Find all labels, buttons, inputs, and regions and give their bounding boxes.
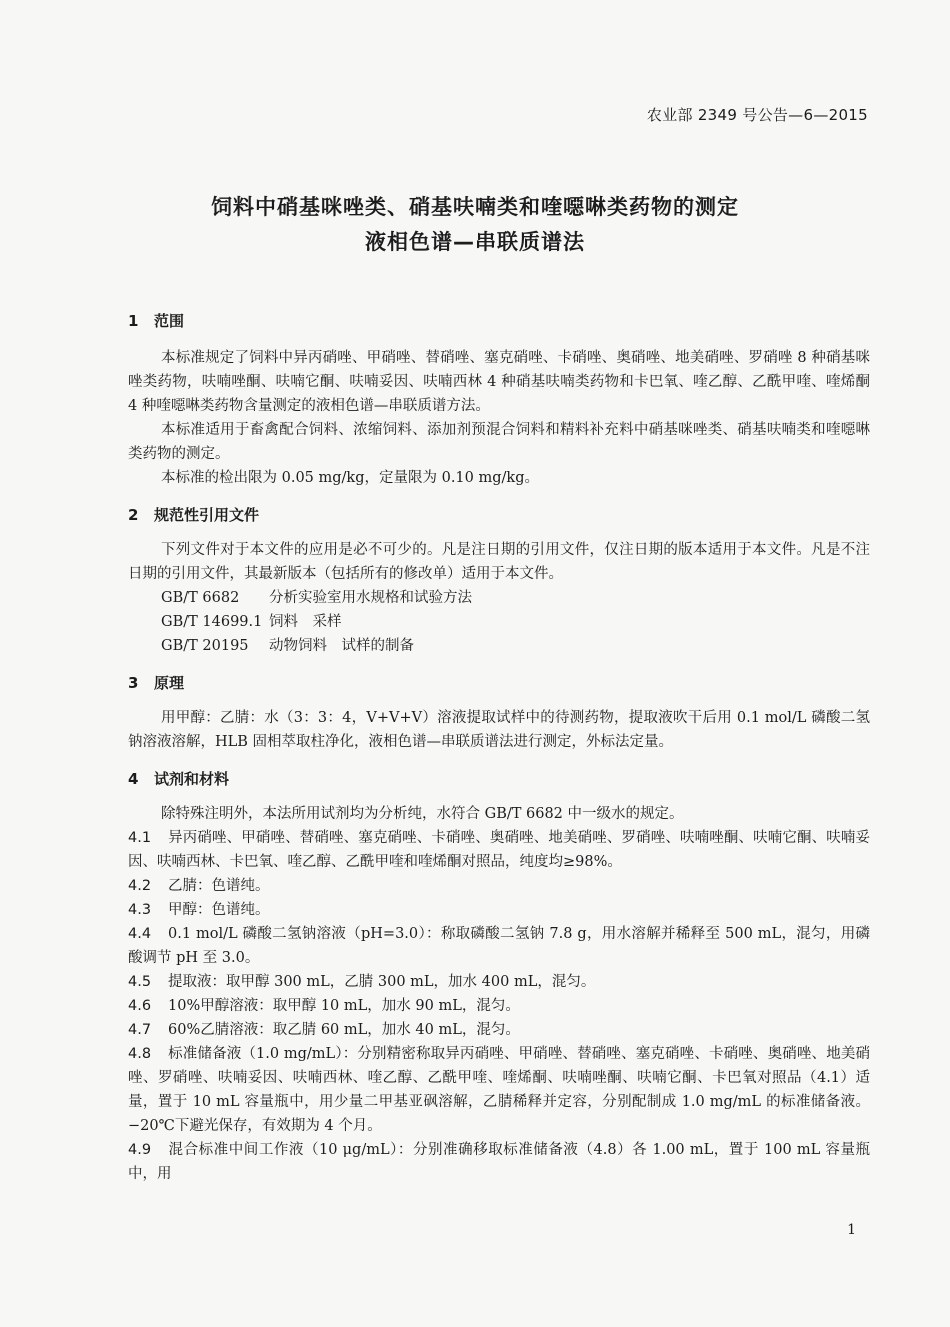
- item-number: 4.1: [128, 830, 152, 846]
- reference-item: [128, 634, 870, 658]
- reference-code: GB/T 6682: [161, 590, 240, 606]
- reference-title: 分析实验室用水规格和试验方法: [269, 590, 472, 606]
- reference-code: GB/T 20195: [161, 638, 249, 654]
- section-number: 2: [128, 506, 139, 524]
- paragraph: 除特殊注明外，本法所用试剂均为分析纯，水符合 GB/T 6682 中一级水的规定。: [161, 806, 684, 822]
- reagent-item: [128, 1018, 870, 1042]
- reference-item: [128, 586, 870, 610]
- document-title-line2: 液相色谱—串联质谱法: [365, 230, 585, 254]
- item-text: 甲醇：色谱纯。: [168, 902, 270, 918]
- reference-title: 饲料 采样: [269, 614, 342, 630]
- reagent-item: [128, 1138, 870, 1186]
- reagent-item: [128, 994, 870, 1018]
- section-heading-scope: [128, 310, 870, 332]
- item-text: 乙腈：色谱纯。: [168, 878, 270, 894]
- reference-item: [128, 610, 870, 634]
- document-id: 农业部 2349 号公告—6—2015: [646, 106, 868, 124]
- paragraph: 用甲醇：乙腈：水（3：3：4，V+V+V）溶液提取试样中的待测药物，提取液吹干后用 0.1 mol/L 磷酸二氢钠溶液溶解，HLB 固相萃取柱净化，液相色谱—串联质谱法进行测定，外标法定量。: [128, 710, 870, 750]
- item-number: 4.2: [128, 878, 152, 894]
- section-title: 原理: [154, 674, 185, 692]
- reference-title: 动物饲料 试样的制备: [269, 638, 414, 654]
- section-title: 范围: [154, 312, 185, 330]
- item-number: 4.5: [128, 974, 152, 990]
- item-text: 0.1 mol/L 磷酸二氢钠溶液（pH=3.0）：称取磷酸二氢钠 7.8 g，用水溶解并稀释至 500 mL，混匀，用磷酸调节 pH 至 3.0。: [128, 926, 870, 966]
- section-title: 规范性引用文件: [154, 506, 260, 524]
- reagent-item: [128, 922, 870, 970]
- item-number: 4.3: [128, 902, 152, 918]
- item-number: 4.7: [128, 1022, 152, 1038]
- paragraph: 本标准适用于畜禽配合饲料、浓缩饲料、添加剂预混合饲料和精料补充料中硝基咪唑类、硝基呋喃类和喹噁啉类药物的测定。: [128, 422, 870, 462]
- reference-code: GB/T 14699.1: [161, 614, 263, 630]
- reagent-item: [128, 898, 870, 922]
- item-text: 混合标准中间工作液（10 μg/mL）：分别准确移取标准储备液（4.8）各 1.00 mL，置于 100 mL 容量瓶中，用: [128, 1142, 870, 1182]
- page-number: 1: [847, 1222, 856, 1238]
- section-number: 4: [128, 770, 139, 788]
- item-number: 4.6: [128, 998, 152, 1014]
- item-text: 标准储备液（1.0 mg/mL）：分别精密称取异丙硝唑、甲硝唑、替硝唑、塞克硝唑、卡硝唑、奥硝唑、地美硝唑、罗硝唑、呋喃妥因、呋喃西林、喹乙醇、乙酰甲喹、喹烯酮、呋喃唑酮、呋喃它酮、卡巴氧对照品（4.1）适量，置于 10 mL 容量瓶中，用少量二甲基亚砜溶解，乙腈稀释并定容，分别配制成 1.0 mg/mL 的标准储备液。−20℃下避光保存，有效期为 4 个月。: [128, 1046, 870, 1134]
- reagent-item: [128, 970, 870, 994]
- section-number: 3: [128, 674, 139, 692]
- section-heading-principle: [128, 672, 870, 694]
- section-heading-reagents: [128, 768, 870, 790]
- document-body: [128, 310, 870, 1186]
- item-number: 4.4: [128, 926, 152, 942]
- section-title: 试剂和材料: [154, 770, 230, 788]
- item-text: 10%甲醇溶液：取甲醇 10 mL，加水 90 mL，混匀。: [168, 998, 520, 1014]
- paragraph: 下列文件对于本文件的应用是必不可少的。凡是注日期的引用文件，仅注日期的版本适用于本文件。凡是不注日期的引用文件，其最新版本（包括所有的修改单）适用于本文件。: [128, 542, 870, 582]
- item-text: 提取液：取甲醇 300 mL，乙腈 300 mL，加水 400 mL，混匀。: [168, 974, 596, 990]
- item-text: 异丙硝唑、甲硝唑、替硝唑、塞克硝唑、卡硝唑、奥硝唑、地美硝唑、罗硝唑、呋喃唑酮、呋喃它酮、呋喃妥因、呋喃西林、卡巴氧、喹乙醇、乙酰甲喹和喹烯酮对照品，纯度均≥98%。: [128, 830, 870, 870]
- reagent-item: [128, 1042, 870, 1138]
- item-text: 60%乙腈溶液：取乙腈 60 mL，加水 40 mL，混匀。: [168, 1022, 520, 1038]
- reagent-item: [128, 826, 870, 874]
- section-heading-normative-references: [128, 504, 870, 526]
- section-number: 1: [128, 312, 139, 330]
- document-title-line1: 饲料中硝基咪唑类、硝基呋喃类和喹噁啉类药物的测定: [211, 195, 739, 219]
- item-number: 4.9: [128, 1142, 152, 1158]
- paragraph: 本标准的检出限为 0.05 mg/kg，定量限为 0.10 mg/kg。: [161, 470, 539, 486]
- reagent-item: [128, 874, 870, 898]
- paragraph: 本标准规定了饲料中异丙硝唑、甲硝唑、替硝唑、塞克硝唑、卡硝唑、奥硝唑、地美硝唑、罗硝唑 8 种硝基咪唑类药物，呋喃唑酮、呋喃它酮、呋喃妥因、呋喃西林 4 种硝基呋喃类药物和卡巴氧、喹乙醇、乙酰甲喹、喹烯酮 4 种喹噁啉类药物含量测定的液相色谱—串联质谱方法。: [128, 350, 870, 414]
- item-number: 4.8: [128, 1046, 152, 1062]
